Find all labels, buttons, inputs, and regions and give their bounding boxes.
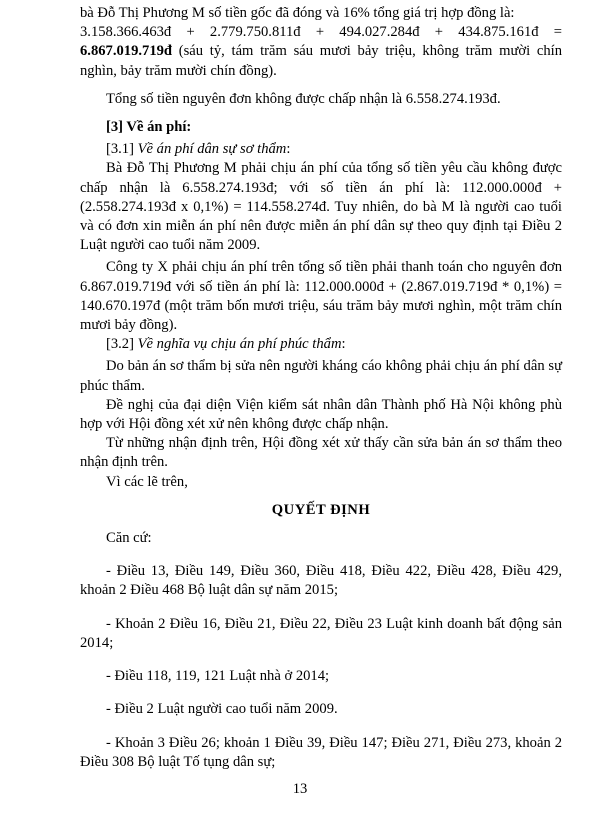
section-3-2-colon: : bbox=[341, 336, 346, 353]
section-3-2-title: Về nghĩa vụ chịu án phí phúc thẩm bbox=[137, 336, 342, 353]
paragraph-1-line-1: bà Đỗ Thị Phương M số tiền gốc đã đóng và 16% tổng giá trị hợp đồng là: bbox=[80, 5, 515, 21]
amount-3: 494.027.284đ bbox=[339, 24, 420, 41]
paragraph-1-total bbox=[80, 42, 562, 80]
plus-sign: + bbox=[434, 24, 444, 41]
section-3-1-title: Về án phí dân sự sơ thẩm bbox=[137, 141, 287, 158]
page-number: 13 bbox=[292, 781, 308, 797]
paragraph-conclusion: Từ những nhận định trên, Hội đồng xét xử thấy cần sửa bản án sơ thẩm theo nhận định trên. bbox=[80, 435, 562, 471]
total-amount: 6.867.019.719đ bbox=[80, 43, 173, 60]
paragraph-reasons: Vì các lẽ trên, bbox=[106, 473, 188, 490]
paragraph-fee-company: Công ty X phải chịu án phí trên tổng số tiền phải thanh toán cho nguyên đơn 6.867.019.719đ với số tiền án phí là: 112.000.000đ + (2.867.019.719đ * 0,1%) = 140.670.197đ (một trăm bốn mươi triệu, sáu trăm bảy mươi nghìn, một trăm chín mươi bảy đồng). bbox=[80, 259, 562, 334]
paragraph-1-sum-line bbox=[80, 23, 562, 42]
document-page bbox=[80, 4, 562, 772]
section-3-1-number: [3.1] bbox=[106, 141, 138, 158]
section-3-2-heading bbox=[80, 335, 562, 354]
paragraph-appeal-fee: Do bản án sơ thẩm bị sửa nên người kháng cáo không phải chịu án phí dân sự phúc thẩm. bbox=[80, 358, 562, 394]
legal-basis-label: Căn cứ: bbox=[106, 530, 152, 547]
decision-title: QUYẾT ĐỊNH bbox=[271, 501, 371, 518]
equals-sign: = bbox=[553, 24, 562, 41]
legal-basis-item: - Khoản 3 Điều 26; khoản 1 Điều 39, Điều 147; Điều 271, Điều 273, khoản 2 Điều 308 Bộ luật Tố tụng dân sự; bbox=[80, 734, 562, 770]
amount-4: 434.875.161đ bbox=[458, 24, 539, 41]
section-3-1-colon: : bbox=[286, 141, 291, 158]
section-3-heading: [3] Về án phí: bbox=[106, 119, 192, 136]
legal-basis-item: - Điều 2 Luật người cao tuổi năm 2009. bbox=[106, 701, 338, 718]
section-3-2-number: [3.2] bbox=[106, 336, 138, 353]
legal-basis-item: - Khoản 2 Điều 16, Điều 21, Điều 22, Điều 23 Luật kinh doanh bất động sản 2014; bbox=[80, 615, 562, 651]
total-amount-words: (sáu tỷ, tám trăm sáu mươi bảy triệu, không trăm mười chín nghìn, bảy trăm mười chín đồng). bbox=[80, 43, 562, 79]
section-3-1-heading bbox=[80, 140, 562, 159]
paragraph-procuracy: Đề nghị của đại diện Viện kiểm sát nhân dân Thành phố Hà Nội không phù hợp với Hội đồng xét xử nên không được chấp nhận. bbox=[80, 396, 562, 433]
legal-basis-item: - Điều 118, 119, 121 Luật nhà ở 2014; bbox=[106, 668, 330, 685]
paragraph-fee-plaintiff: Bà Đỗ Thị Phương M phải chịu án phí của tổng số tiền yêu cầu không được chấp nhận là 6.558.274.193đ; với số tiền án phí là: 112.000.000đ + (2.558.274.193đ x 0,1%) = 114.558.274đ. Tuy nhiên, do bà M là người cao tuổi và có đơn xin miễn án phí nên được miễn án phí dân sự theo quy định tại Điều 2 Luật người cao tuổi năm 2009. bbox=[80, 160, 562, 254]
paragraph-rejected-total: Tổng số tiền nguyên đơn không được chấp nhận là 6.558.274.193đ. bbox=[106, 90, 501, 107]
plus-sign: + bbox=[315, 24, 325, 41]
legal-basis-item: - Điều 13, Điều 149, Điều 360, Điều 418, Điều 422, Điều 428, Điều 429, khoản 2 Điều 468 Bộ luật dân sự năm 2015; bbox=[80, 563, 562, 599]
amount-1: 3.158.366.463đ bbox=[80, 24, 172, 41]
amount-2: 2.779.750.811đ bbox=[209, 24, 301, 41]
plus-sign: + bbox=[186, 24, 195, 41]
